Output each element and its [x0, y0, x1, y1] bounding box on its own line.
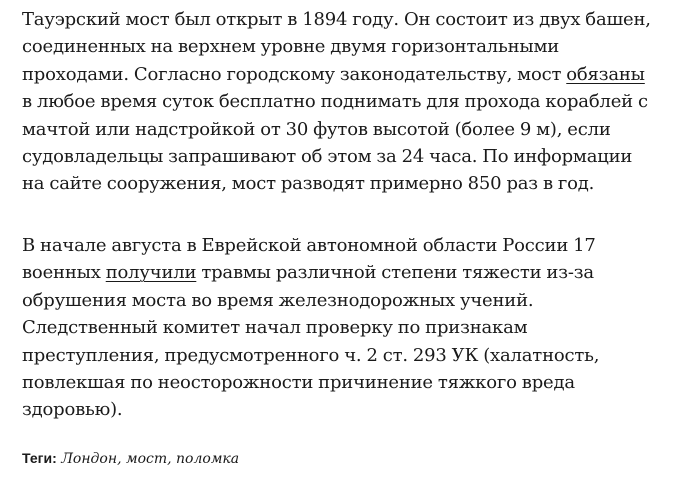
text-line: преступления, предусмотренного ч. 2 ст. 293 УК (халатность, [22, 344, 600, 366]
text-line: Следственный комитет начал проверку по признакам [22, 317, 528, 339]
link-poluchili[interactable]: получили [105, 262, 197, 284]
paragraph-tower-bridge [22, 6, 651, 198]
text-line [22, 61, 651, 88]
text-line [22, 259, 599, 286]
tag-link-most[interactable]: мост [125, 451, 168, 467]
tag-separator: , [167, 451, 177, 467]
text-segment: травмы различной степени тяжести из-за [196, 262, 594, 284]
paragraph-bridge-collapse [22, 232, 599, 424]
text-line: мачтой или надстройкой от 30 футов высотой (более 9 м), если [22, 118, 611, 140]
tags-label: Теги: [22, 450, 57, 466]
tags-row [22, 449, 239, 468]
text-line: обрушения моста во время железнодорожных учений. [22, 289, 534, 311]
text-segment: проходами. Согласно городскому законодательству, мост [22, 63, 567, 85]
text-line: Тауэрский мост был открыт в 1894 году. Он состоит из двух башен, [22, 9, 651, 30]
text-line: на сайте сооружения, мост разводят примерно 850 раз в год. [22, 173, 595, 195]
tag-link-polomka[interactable]: поломка [176, 451, 240, 467]
tags-list [61, 451, 239, 467]
text-line: соединенных на верхнем уровне двумя горизонтальными [22, 36, 560, 58]
text-segment: военных [22, 262, 106, 284]
text-line: здоровью). [22, 399, 123, 421]
text-line: В начале августа в Еврейской автономной области России 17 [22, 235, 596, 256]
text-line: судовладельцы запрашивают об этом за 24 часа. По информации [22, 146, 633, 168]
link-obyazany[interactable]: обязаны [566, 63, 645, 85]
tag-link-london[interactable]: Лондон [61, 451, 118, 467]
tag-separator: , [117, 451, 126, 467]
text-line: в любое время суток бесплатно поднимать для прохода кораблей с [22, 91, 648, 113]
text-line: повлекшая по неосторожности причинение тяжкого вреда [22, 372, 575, 394]
